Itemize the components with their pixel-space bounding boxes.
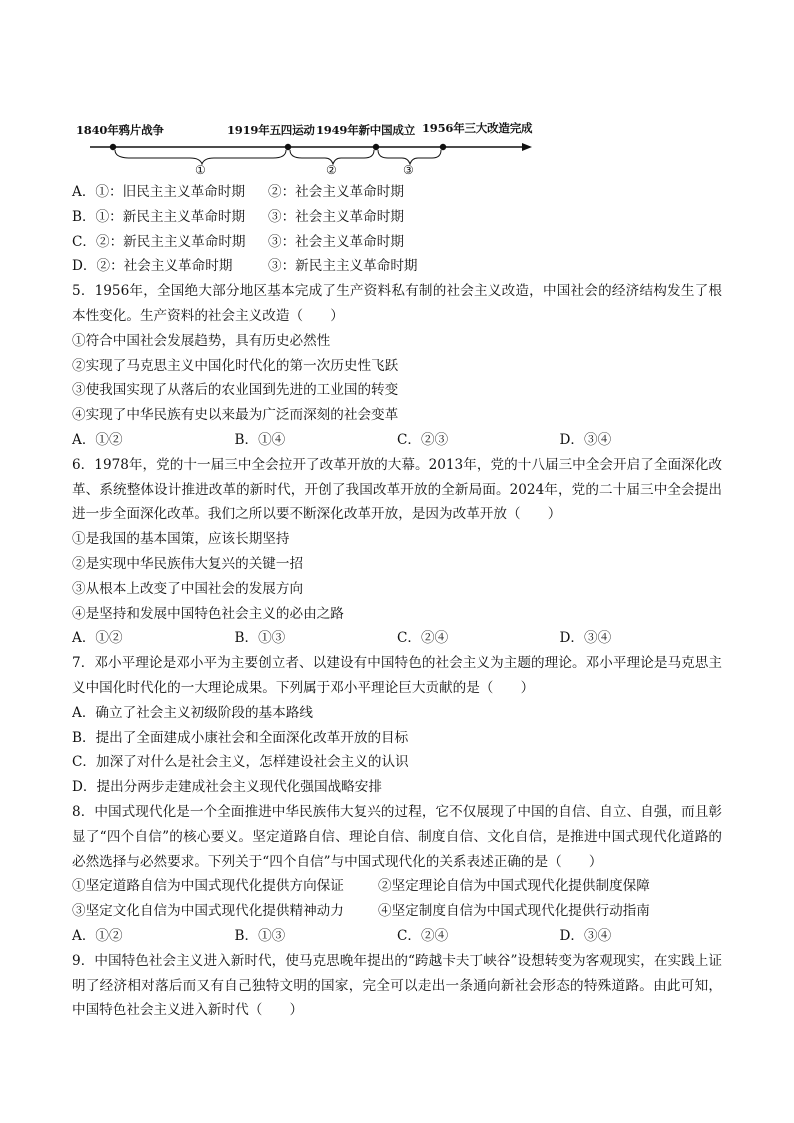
- q6-stem: 6．1978年，党的十一届三中全会拉开了改革开放的大幕。2013年，党的十八届三中全会开启了全面深化改革、系统整体设计推进改革的新时代，开创了我国改革开放的全新局面。2024年，党的二十届三中全会提出进一步全面深化改革。我们之所以要不断深化改革开放，是因为改革开放（ ）: [72, 456, 722, 523]
- q5-choice-b: B．①④: [234, 431, 286, 448]
- timeline-mark-1: ①: [195, 163, 206, 177]
- q8-choice-a: A．①②: [72, 927, 123, 944]
- q8-choice-d: D．③④: [559, 927, 612, 944]
- timeline-dot-1949: [373, 144, 379, 150]
- q8-item-4: ④坚定制度自信为中国式现代化提供行动指南: [378, 903, 650, 920]
- q5-stem: 5．1956年，全国绝大部分地区基本完成了生产资料私有制的社会主义改造，中国社会的经济结构发生了根本性变化。生产资料的社会主义改造（ ）: [72, 283, 722, 324]
- q8-stem: 8．中国式现代化是一个全面推进中华民族伟大复兴的过程，它不仅展现了中国的自信、自立、自强，而且彰显了“四个自信”的核心要义。坚定道路自信、理论自信、制度自信、文化自信，是推进中国式现代化道路的必然选择与必然要求。下列关于“四个自信”与中国式现代化的关系表述正确的是（ ）: [72, 803, 722, 870]
- timeline-dot-1956: [440, 144, 446, 150]
- q4-option-d-part1: D．②：社会主义革命时期: [72, 258, 233, 275]
- q5-choice-d: D．③④: [559, 431, 612, 448]
- q7-option-b: B．提出了全面建成小康社会和全面深化改革开放的目标: [72, 729, 409, 746]
- q6-item-3: ③从根本上改变了中国社会的发展方向: [72, 580, 304, 597]
- q4-option-c-part2: ③：社会主义革命时期: [268, 233, 404, 250]
- q7-option-d: D．提出分两步走建成社会主义现代化强国战略安排: [72, 779, 382, 796]
- q8-item-3: ③坚定文化自信为中国式现代化提供精神动力: [72, 903, 344, 920]
- timeline-event-1919: 1919年五四运动: [227, 123, 315, 137]
- timeline-dot-1840: [110, 144, 116, 150]
- timeline-event-1949: 1949年新中国成立: [316, 123, 416, 137]
- q5-item-4: ④实现了中华民族有史以来最为广泛而深刻的社会变革: [72, 407, 399, 424]
- q4-option-c: [72, 230, 722, 255]
- q6-choices: [72, 626, 722, 651]
- q7-stem: 7．邓小平理论是邓小平为主要创立者、以建设有中国特色的社会主义为主题的理论。邓小平理论是马克思主义中国化时代化的一大理论成果。下列属于邓小平理论巨大贡献的是（ ）: [72, 655, 722, 696]
- brace-1: [115, 150, 286, 164]
- brace-3: [378, 150, 441, 164]
- q4-option-a: [72, 180, 722, 205]
- timeline-mark-2: ②: [326, 163, 337, 177]
- q8-choices: [72, 924, 722, 949]
- q6-item-1: ①是我国的基本国策，应该长期坚持: [72, 531, 290, 548]
- history-timeline: [70, 112, 550, 182]
- q4-option-a-part1: A．①：旧民主主义革命时期: [72, 184, 245, 200]
- q4-option-a-part2: ②：社会主义革命时期: [268, 184, 404, 200]
- q8-items-row-1: [72, 874, 722, 899]
- q4-option-d-part2: ③：新民主主义革命时期: [268, 258, 418, 275]
- q6-item-4: ④是坚持和发展中国特色社会主义的必由之路: [72, 605, 344, 622]
- timeline-axis: [70, 112, 550, 182]
- timeline-event-1956: 1956年三大改造完成: [422, 121, 533, 135]
- q4-option-b-part2: ③：社会主义革命时期: [268, 208, 404, 225]
- timeline-event-1840: 1840年鸦片战争: [76, 123, 164, 137]
- q8-item-2: ②坚定理论自信为中国式现代化提供制度保障: [378, 878, 650, 895]
- q4-option-b-part1: B．①：新民主主义革命时期: [72, 208, 246, 225]
- q8-items-row-2: [72, 899, 722, 924]
- q5-choices: [72, 428, 722, 453]
- q6-choice-c: C．②④: [397, 630, 449, 647]
- q8-item-1: ①坚定道路自信为中国式现代化提供方向保证: [72, 878, 344, 895]
- q8-choice-c: C．②④: [397, 927, 449, 944]
- q5-item-1: ①符合中国社会发展趋势，具有历史必然性: [72, 332, 331, 349]
- q6-choice-a: A．①②: [72, 630, 123, 647]
- q6-choice-b: B．①③: [234, 630, 286, 647]
- q7-option-c: C．加深了对什么是社会主义，怎样建设社会主义的认识: [72, 754, 409, 771]
- q5-choice-c: C．②③: [397, 431, 449, 448]
- q7-option-a: A．确立了社会主义初级阶段的基本路线: [72, 704, 313, 721]
- q5-item-2: ②实现了马克思主义中国化时代化的第一次历史性飞跃: [72, 357, 399, 374]
- q8-choice-b: B．①③: [234, 927, 286, 944]
- timeline-mark-3: ③: [403, 163, 414, 177]
- timeline-dot-1919: [285, 144, 291, 150]
- q5-choice-a: A．①②: [72, 431, 123, 448]
- q4-option-c-part1: C．②：新民主主义革命时期: [72, 233, 246, 250]
- q4-option-b: [72, 205, 722, 230]
- q6-item-2: ②是实现中华民族伟大复兴的关键一招: [72, 555, 304, 572]
- q5-item-3: ③使我国实现了从落后的农业国到先进的工业国的转变: [72, 382, 399, 399]
- q4-option-d: [72, 254, 722, 279]
- brace-2: [290, 150, 374, 164]
- timeline-arrow: [522, 143, 532, 151]
- q6-choice-d: D．③④: [559, 630, 612, 647]
- question-content: [72, 180, 722, 1023]
- q9-stem: 9．中国特色社会主义进入新时代，使马克思晚年提出的“跨越卡夫丁峡谷”设想转变为客观现实，在实践上证明了经济相对落后而又有自己独特文明的国家，完全可以走出一条通向新社会形态的特殊道路。由此可知，中国特色社会主义进入新时代（ ）: [72, 952, 722, 1019]
